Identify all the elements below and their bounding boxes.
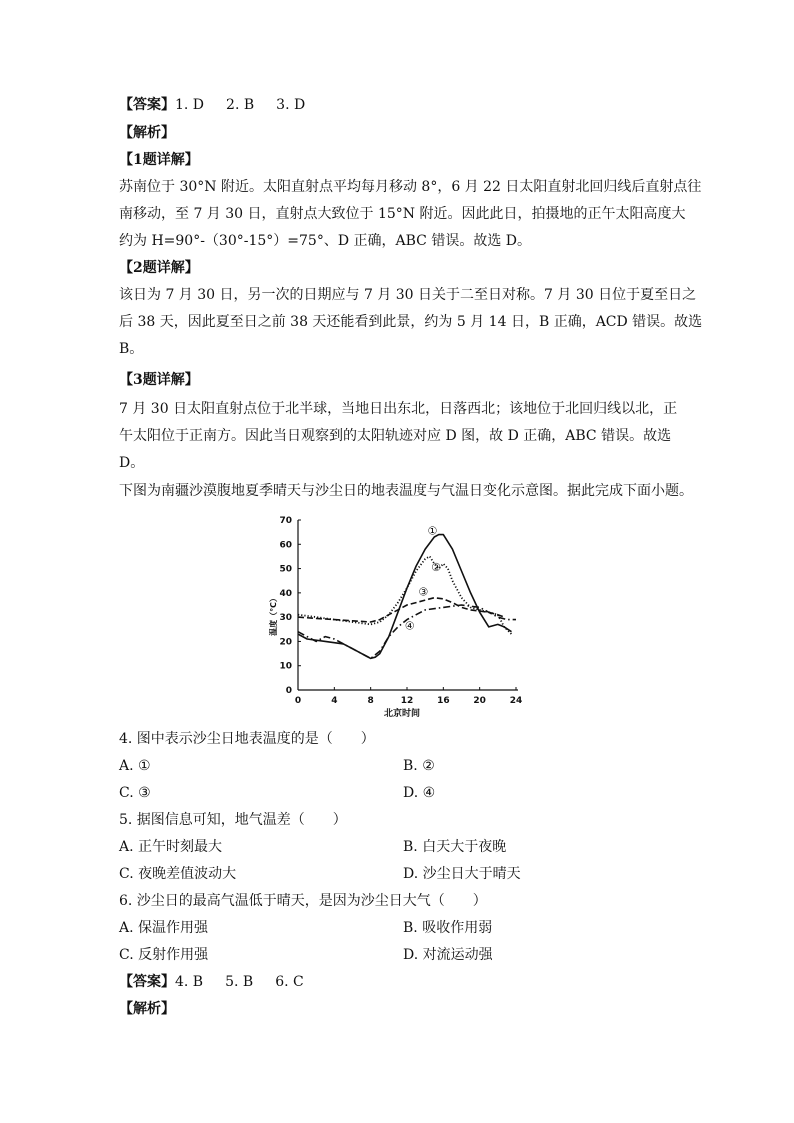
q2-text-line: 后 38 天，因此夏至日之前 38 天还能看到此景，约为 5 月 14 日，B 正确，ACD 错误。故选: [119, 314, 703, 330]
series-marker-4: ④: [404, 619, 415, 633]
answer-item: 2. B: [226, 97, 255, 113]
q2-text-line: 该日为 7 月 30 日，另一次的日期应与 7 月 30 日关于二至日对称。7 月 30 日位于夏至日之: [119, 287, 697, 303]
answer-line-1: [119, 95, 305, 115]
q6-option-d[interactable]: D. 对流运动强: [403, 947, 493, 963]
series-marker-2: ②: [431, 561, 442, 574]
q5-stem: 5. 据图信息可知，地气温差（ ）: [119, 812, 347, 828]
y-tick-label: 70: [279, 516, 292, 526]
x-tick-label: 20: [473, 696, 486, 706]
x-axis-label: 北京时间: [383, 709, 421, 719]
q3-text-line: 午太阳位于正南方。因此当日观察到的太阳轨迹对应 D 图，故 D 正确，ABC 错误。故选: [119, 428, 672, 444]
series-marker-3: ③: [418, 585, 429, 599]
x-tick-label: 8: [367, 696, 374, 706]
y-tick-label: 0: [285, 686, 292, 696]
q4-option-c[interactable]: C. ③: [119, 785, 151, 801]
answer-item: 4. B: [175, 974, 204, 990]
q1-text-line: 苏南位于 30°N 附近。太阳直射点平均每月移动 8°，6 月 22 日太阳直射北回归线后直射点往: [119, 179, 702, 195]
x-tick-label: 16: [437, 696, 450, 706]
q1-header: 【1题详解】: [119, 152, 199, 168]
q1-text-line: 约为 H=90°-（30°-15°）=75°、D 正确，ABC 错误。故选 D。: [119, 233, 532, 249]
q1-text-line: 南移动，至 7 月 30 日，直射点大致位于 15°N 附近。因此此日，拍摄地的正午太阳高度大: [119, 206, 686, 222]
q4-stem: 4. 图中表示沙尘日地表温度的是（ ）: [119, 731, 375, 747]
y-tick-label: 40: [279, 588, 292, 599]
series-marker-1: ①: [427, 524, 438, 538]
series-line-1: [298, 535, 512, 659]
q5-option-b[interactable]: B. 白天大于夜晚: [403, 839, 507, 855]
answer-item: 5. B: [225, 974, 254, 990]
answer-item: 1. D: [175, 97, 205, 113]
q2-text-line: B。: [119, 341, 144, 357]
y-tick-label: 60: [279, 540, 292, 551]
q3-text-line: D。: [119, 455, 145, 471]
q5-option-d[interactable]: D. 沙尘日大于晴天: [403, 866, 521, 882]
y-tick-label: 20: [279, 637, 292, 648]
series-line-3: [298, 598, 504, 622]
q6-option-a[interactable]: A. 保温作用强: [119, 920, 209, 936]
q4-option-a[interactable]: A. ①: [119, 758, 151, 774]
answer-item: 6. C: [275, 974, 304, 990]
answer-item: 3. D: [276, 97, 306, 113]
q5-option-a[interactable]: A. 正午时刻最大: [119, 839, 223, 855]
q4-option-b[interactable]: B. ②: [403, 758, 435, 774]
answer-line-2: [119, 972, 304, 992]
y-axis-label: 温度（℃）: [269, 594, 278, 636]
q6-stem: 6. 沙尘日的最高气温低于晴天，是因为沙尘日大气（ ）: [119, 893, 487, 909]
q4-option-d[interactable]: D. ④: [403, 785, 436, 801]
x-tick-label: 12: [400, 696, 414, 706]
answer-label: 【答案】: [119, 97, 175, 113]
y-tick-label: 50: [279, 564, 292, 575]
answer-label: 【答案】: [119, 974, 175, 990]
chart-intro: 下图为南疆沙漠腹地夏季晴天与沙尘日的地表温度与气温日变化示意图。据此完成下面小题。: [119, 483, 693, 499]
q5-option-c[interactable]: C. 夜晚差值波动大: [119, 866, 237, 882]
temperature-chart: [268, 510, 528, 720]
analysis-label: 【解析】: [119, 125, 175, 141]
analysis-label-2: 【解析】: [119, 1001, 175, 1017]
x-tick-label: 4: [331, 696, 338, 706]
q6-option-b[interactable]: B. 吸收作用弱: [403, 920, 493, 936]
q3-text-line: 7 月 30 日太阳直射点位于北半球，当地日出东北，日落西北；该地位于北回归线以北，正: [119, 401, 678, 417]
q6-option-c[interactable]: C. 反射作用强: [119, 947, 209, 963]
q2-header: 【2题详解】: [119, 260, 199, 276]
x-tick-label: 0: [294, 696, 302, 706]
q3-header: 【3题详解】: [119, 372, 199, 388]
x-tick-label: 24: [509, 696, 523, 706]
y-tick-label: 30: [279, 613, 292, 624]
y-tick-label: 10: [279, 661, 292, 672]
